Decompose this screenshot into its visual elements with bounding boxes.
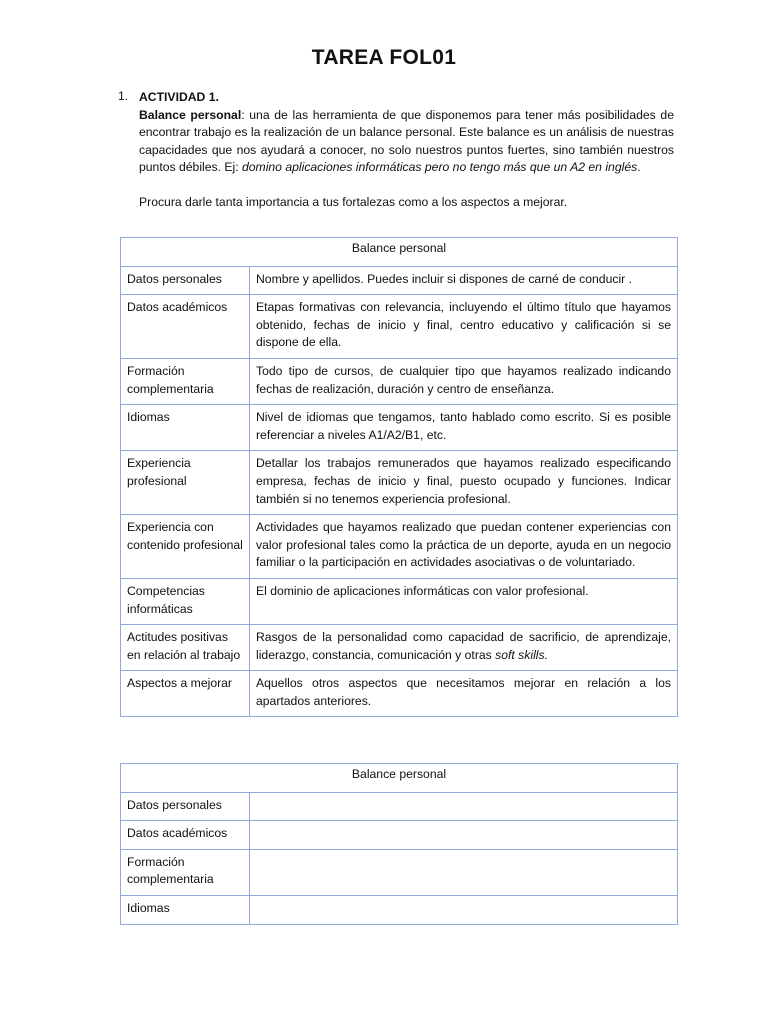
table-header-row bbox=[121, 238, 678, 267]
table-row bbox=[121, 578, 678, 624]
row-label: Datos personales bbox=[121, 792, 250, 821]
table-row bbox=[121, 451, 678, 515]
soft-skills-term: soft skills. bbox=[495, 647, 548, 662]
row-label: Actitudes positivas en relación al trabajo bbox=[121, 625, 250, 671]
row-label: Idiomas bbox=[121, 895, 250, 924]
row-description: Actividades que hayamos realizado que puedan contener experiencias con valor profesional tales como la práctica de un deporte, ayuda en un negocio familiar o la participación en actividades asociativas o de voluntariado. bbox=[250, 515, 678, 579]
balance-personal-term: Balance personal bbox=[139, 107, 242, 122]
table-row bbox=[121, 792, 678, 821]
row-input-cell[interactable] bbox=[250, 895, 678, 924]
table-row bbox=[121, 895, 678, 924]
row-description: Aquellos otros aspectos que necesitamos mejorar en relación a los apartados anteriores. bbox=[250, 671, 678, 717]
row-label: Formación complementaria bbox=[121, 849, 250, 895]
activity-example: domino aplicaciones informáticas pero no tengo más que un A2 en inglés bbox=[241, 160, 638, 175]
row-label: Aspectos a mejorar bbox=[121, 671, 250, 717]
row-label: Idiomas bbox=[121, 405, 250, 451]
row-label: Experiencia con contenido profesional bbox=[121, 515, 250, 579]
list-item-number: 1. bbox=[118, 89, 129, 103]
balance-guide-table bbox=[120, 237, 678, 717]
row-description: Nivel de idiomas que tengamos, tanto hablado como escrito. Si es posible referenciar a niveles A1/A2/B1, etc. bbox=[250, 405, 678, 451]
row-description bbox=[250, 625, 678, 671]
row-label: Datos académicos bbox=[121, 821, 250, 850]
row-description: El dominio de aplicaciones informáticas con valor profesional. bbox=[250, 578, 678, 624]
row-description: Etapas formativas con relevancia, incluyendo el último título que hayamos obtenido, fechas de inicio y final, centro educativo y calificación si se dispone de ella. bbox=[250, 295, 678, 359]
table-row bbox=[121, 671, 678, 717]
activity-paragraph-text: : una de las herramienta de que disponemos para tener más posibilidades de encontrar trabajo es la realización de un balance personal. Este balance es un análisis de nuestras capacidades que nos ayudará a conocer, no solo nuestros puntos fuertes, sino también nuestros puntos débiles. Ej: bbox=[139, 107, 674, 175]
activity-section bbox=[139, 89, 674, 212]
table-row bbox=[121, 821, 678, 850]
activity-paragraph bbox=[139, 107, 674, 177]
row-label: Competencias informáticas bbox=[121, 578, 250, 624]
encourage-text: Procura darle tanta importancia a tus fortalezas como a los aspectos a mejorar. bbox=[139, 194, 568, 209]
page-title: TAREA FOL01 bbox=[311, 46, 457, 69]
table-header: Balance personal bbox=[121, 238, 678, 267]
row-label: Formación complementaria bbox=[121, 358, 250, 404]
table-row bbox=[121, 625, 678, 671]
row-label: Experiencia profesional bbox=[121, 451, 250, 515]
row-description: Nombre y apellidos. Puedes incluir si dispones de carné de conducir . bbox=[250, 266, 678, 295]
row-description-text: Rasgos de la personalidad como capacidad de sacrificio, de aprendizaje, liderazgo, constancia, comunicación y otras bbox=[256, 630, 671, 662]
table-header-row bbox=[121, 764, 678, 793]
activity-heading: ACTIVIDAD 1. bbox=[139, 90, 219, 104]
table-row bbox=[121, 405, 678, 451]
row-label: Datos académicos bbox=[121, 295, 250, 359]
activity-example-end: . bbox=[637, 160, 641, 175]
row-description: Todo tipo de cursos, de cualquier tipo que hayamos realizado indicando fechas de realización, duración y centro de enseñanza. bbox=[250, 358, 678, 404]
balance-form-table bbox=[120, 763, 678, 925]
table-header: Balance personal bbox=[121, 764, 678, 793]
row-input-cell[interactable] bbox=[250, 792, 678, 821]
row-label: Datos personales bbox=[121, 266, 250, 295]
row-input-cell[interactable] bbox=[250, 849, 678, 895]
table-row bbox=[121, 515, 678, 579]
row-input-cell[interactable] bbox=[250, 821, 678, 850]
table-row bbox=[121, 849, 678, 895]
table-row bbox=[121, 266, 678, 295]
table-row bbox=[121, 358, 678, 404]
row-description: Detallar los trabajos remunerados que hayamos realizado especificando empresa, fechas de inicio y final, puesto ocupado y funciones. Indicar también si no tenemos experiencia profesional. bbox=[250, 451, 678, 515]
table-row bbox=[121, 295, 678, 359]
